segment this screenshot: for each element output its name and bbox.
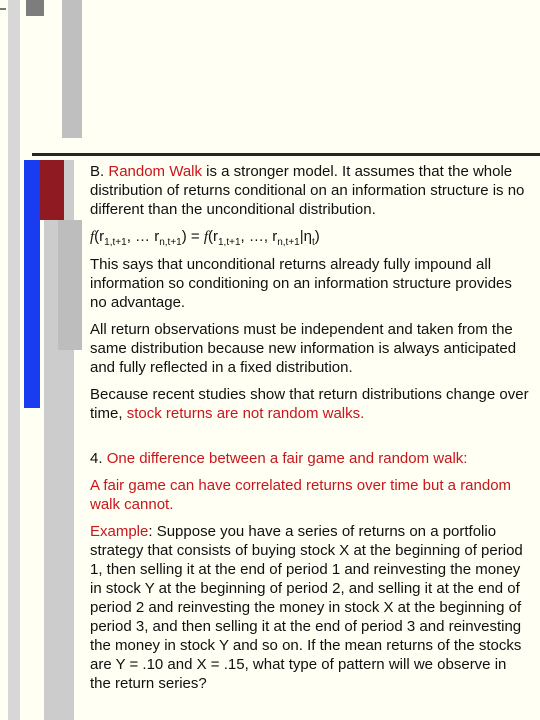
decor-bar-gray-small xyxy=(0,8,6,10)
decor-bar-gray-top xyxy=(62,0,82,138)
section-b-label: B. xyxy=(90,163,105,180)
paragraph-independent: All return observations must be independent and taken from the same distribution because new information is always anticipated and fully reflected in a fixed distribution. xyxy=(90,321,517,376)
decor-bar-gray-right xyxy=(58,220,82,350)
section-b-body: is a stronger model. It assumes that the whole distribution of returns conditional on an information structure is no different than the unconditional distribution. xyxy=(90,163,525,218)
conclusion-text: stock returns are not random walks. xyxy=(126,405,365,422)
paragraph-recent-studies: Because recent studies show that return distributions change over time, stock returns are not random walks. xyxy=(90,386,529,422)
decor-bar-dark-gray xyxy=(26,0,44,16)
example-paragraph xyxy=(90,522,530,693)
random-walk-formula: $f(r_{1,t+1}$, … $r_{n,t+1}) = f(r_{1,t+1}$, …, $r_{n,t+1}|\eta_t$) xyxy=(90,228,320,248)
example-label: Example xyxy=(90,523,149,540)
paragraph-unconditional: This says that unconditional returns already fully impound all information so conditioning on an information structure provides no advantage. xyxy=(90,256,512,311)
section-4-title: One difference between a fair game and random walk: xyxy=(106,450,468,467)
section-b-title: Random Walk xyxy=(108,163,202,180)
fair-game-paragraph: A fair game can have correlated returns over time but a random walk cannot. xyxy=(90,477,512,513)
example-body: : Suppose you have a series of returns on a portfolio strategy that consists of buying stock X at the beginning of period 1, then selling it at the end of period 1 and reinvesting the money in stock Y at the beginning of period 2, and selling it at the end of period 2 and reinvesting the money in stock X at the beginning of period 3, and then selling it at the end of period 3 and reinvesting the money in stock Y and so on. If the mean returns of the stocks are Y = .10 and X = .15, what type of pattern will we observe in the return series? xyxy=(90,523,523,692)
decor-bar-gray-left xyxy=(8,0,20,720)
section-4-heading: 4. One difference between a fair game and random walk: xyxy=(90,450,468,467)
header-divider xyxy=(32,153,540,156)
spacer xyxy=(90,431,530,449)
decor-bar-blue xyxy=(24,160,40,408)
section-b-paragraph xyxy=(90,162,530,219)
slide-content xyxy=(90,162,530,701)
